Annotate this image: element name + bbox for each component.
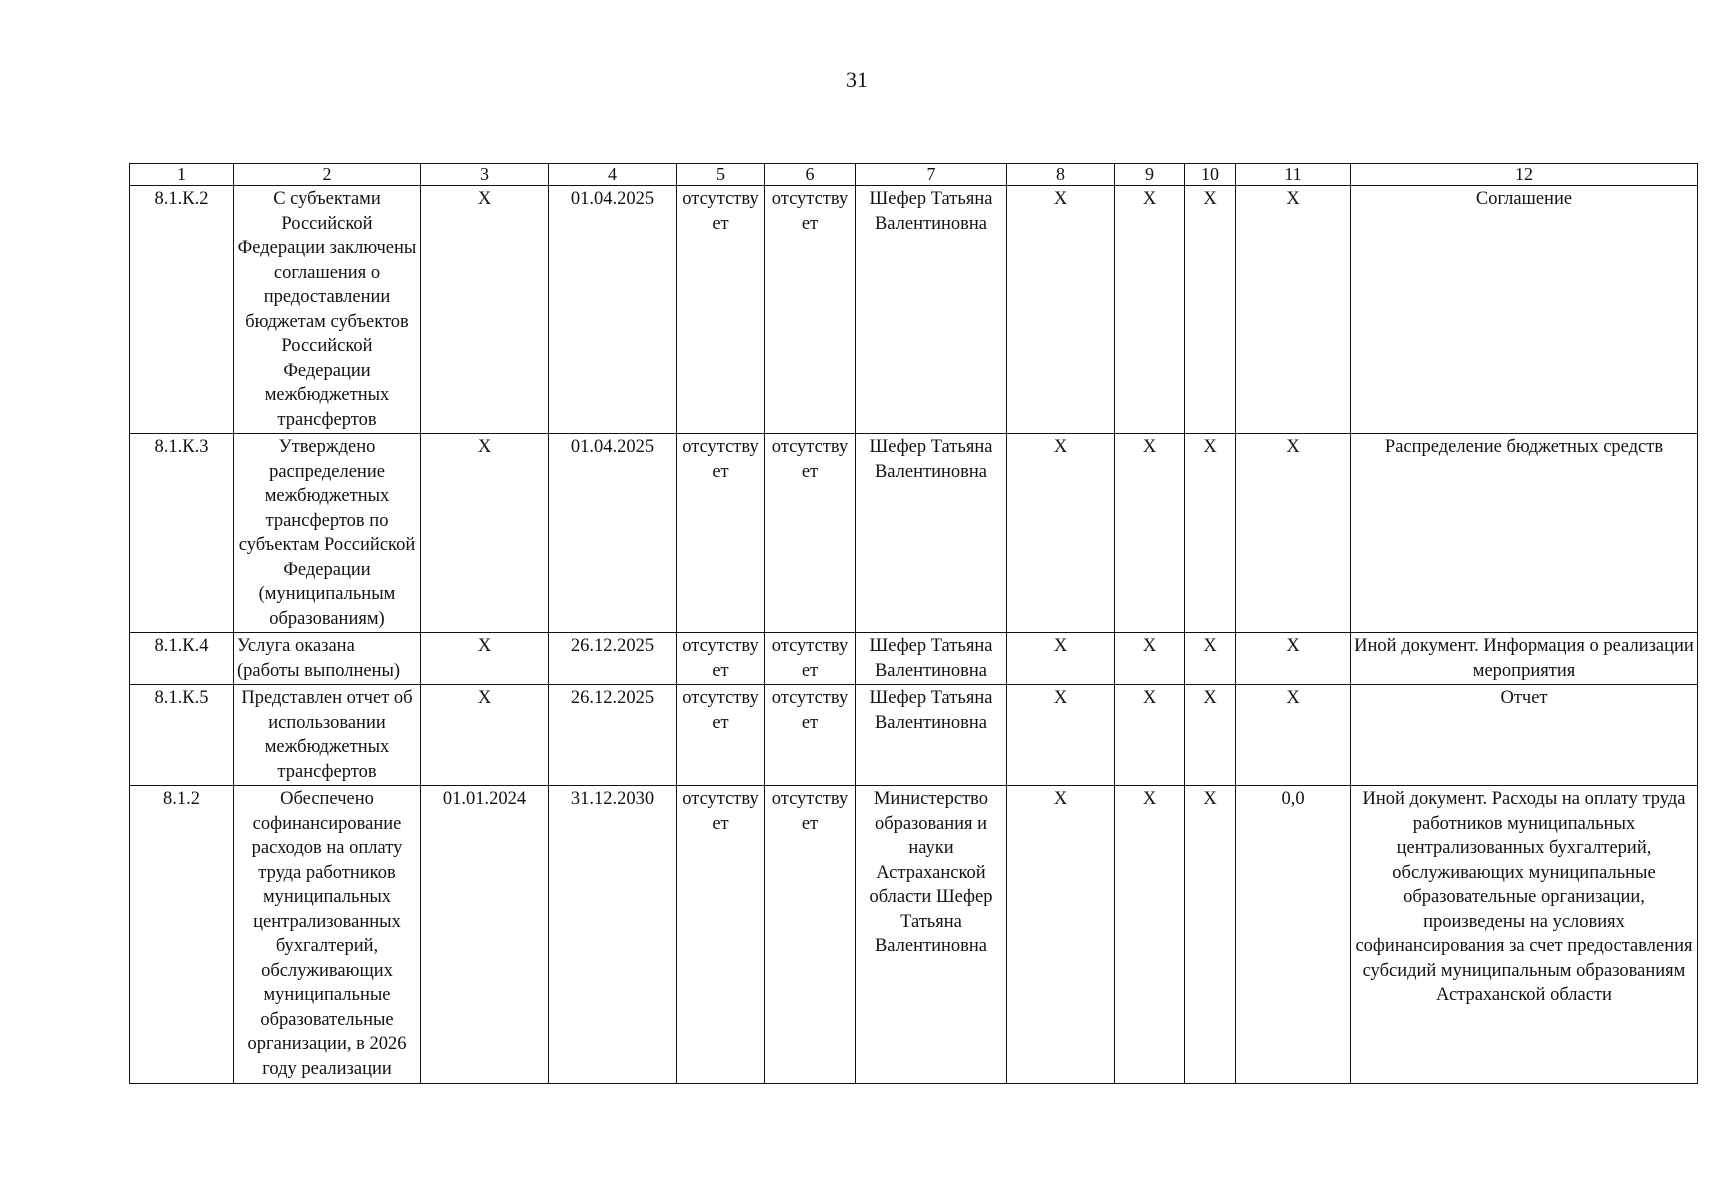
cell-col10: X xyxy=(1185,633,1236,685)
column-header: 6 xyxy=(765,164,856,186)
result-description: Представлен отчет об использовании межбюджетных трансфертов xyxy=(234,685,421,786)
document-type: Отчет xyxy=(1351,685,1698,786)
cell-col10: X xyxy=(1185,186,1236,434)
start-date: X xyxy=(421,685,549,786)
cell-col5: отсутствует xyxy=(677,786,765,1084)
document-type: Распределение бюджетных средств xyxy=(1351,434,1698,633)
column-header: 4 xyxy=(549,164,677,186)
row-code: 8.1.2 xyxy=(130,786,234,1084)
column-header: 1 xyxy=(130,164,234,186)
column-header: 3 xyxy=(421,164,549,186)
responsible-person: Министерство образования и науки Астраханской области Шефер Татьяна Валентиновна xyxy=(856,786,1007,1084)
cell-col8: X xyxy=(1007,434,1115,633)
cell-col9: X xyxy=(1115,786,1185,1084)
cell-col6: отсутствует xyxy=(765,786,856,1084)
column-header: 10 xyxy=(1185,164,1236,186)
row-code: 8.1.К.4 xyxy=(130,633,234,685)
cell-col10: X xyxy=(1185,434,1236,633)
column-header: 5 xyxy=(677,164,765,186)
responsible-person: Шефер Татьяна Валентиновна xyxy=(856,434,1007,633)
start-date: X xyxy=(421,633,549,685)
document-type: Иной документ. Информация о реализации мероприятия xyxy=(1351,633,1698,685)
end-date: 01.04.2025 xyxy=(549,186,677,434)
cell-col10: X xyxy=(1185,786,1236,1084)
result-description: Услуга оказана (работы выполнены) xyxy=(234,633,421,685)
cell-col11: X xyxy=(1236,685,1351,786)
row-code: 8.1.К.2 xyxy=(130,186,234,434)
start-date: 01.01.2024 xyxy=(421,786,549,1084)
page-number: 31 xyxy=(846,67,868,92)
cell-col6: отсутствует xyxy=(765,186,856,434)
cell-col9: X xyxy=(1115,633,1185,685)
column-header: 8 xyxy=(1007,164,1115,186)
end-date: 26.12.2025 xyxy=(549,633,677,685)
column-header: 2 xyxy=(234,164,421,186)
cell-col6: отсутствует xyxy=(765,434,856,633)
table-row xyxy=(130,685,1698,786)
table-row xyxy=(130,186,1698,434)
cell-col5: отсутствует xyxy=(677,685,765,786)
cell-col8: X xyxy=(1007,633,1115,685)
row-code: 8.1.К.5 xyxy=(130,685,234,786)
cell-col9: X xyxy=(1115,186,1185,434)
responsible-person: Шефер Татьяна Валентиновна xyxy=(856,685,1007,786)
end-date: 26.12.2025 xyxy=(549,685,677,786)
cell-col5: отсутствует xyxy=(677,633,765,685)
cell-col8: X xyxy=(1007,685,1115,786)
cell-col11: X xyxy=(1236,633,1351,685)
table-row xyxy=(130,434,1698,633)
document-type: Иной документ. Расходы на оплату труда работников муниципальных централизованных бухгалтерий, обслуживающих муниципальные образовательные организации, произведены на условиях софинансирования за счет предоставления субсидий муниципальным образованиям Астраханской области xyxy=(1351,786,1698,1084)
cell-col11: X xyxy=(1236,186,1351,434)
end-date: 31.12.2030 xyxy=(549,786,677,1084)
cell-col8: X xyxy=(1007,186,1115,434)
responsible-person: Шефер Татьяна Валентиновна xyxy=(856,633,1007,685)
column-header: 7 xyxy=(856,164,1007,186)
column-header: 11 xyxy=(1236,164,1351,186)
document-type: Соглашение xyxy=(1351,186,1698,434)
end-date: 01.04.2025 xyxy=(549,434,677,633)
cell-col6: отсутствует xyxy=(765,633,856,685)
cell-col6: отсутствует xyxy=(765,685,856,786)
cell-col11: X xyxy=(1236,434,1351,633)
cell-col11: 0,0 xyxy=(1236,786,1351,1084)
plan-table xyxy=(129,163,1698,1084)
result-description: Утверждено распределение межбюджетных трансфертов по субъектам Российской Федерации (муниципальным образованиям) xyxy=(234,434,421,633)
responsible-person: Шефер Татьяна Валентиновна xyxy=(856,186,1007,434)
cell-col9: X xyxy=(1115,434,1185,633)
table-row xyxy=(130,786,1698,1084)
table-row xyxy=(130,633,1698,685)
cell-col8: X xyxy=(1007,786,1115,1084)
cell-col10: X xyxy=(1185,685,1236,786)
result-description: С субъектами Российской Федерации заключены соглашения о предоставлении бюджетам субъектов Российской Федерации межбюджетных трансфертов xyxy=(234,186,421,434)
cell-col5: отсутствует xyxy=(677,434,765,633)
cell-col9: X xyxy=(1115,685,1185,786)
column-header: 9 xyxy=(1115,164,1185,186)
row-code: 8.1.К.3 xyxy=(130,434,234,633)
start-date: X xyxy=(421,434,549,633)
header-row xyxy=(130,164,1698,186)
start-date: X xyxy=(421,186,549,434)
column-header: 12 xyxy=(1351,164,1698,186)
cell-col5: отсутствует xyxy=(677,186,765,434)
result-description: Обеспечено софинансирование расходов на оплату труда работников муниципальных централизованных бухгалтерий, обслуживающих муниципальные образовательные организации, в 2026 году реализации xyxy=(234,786,421,1084)
